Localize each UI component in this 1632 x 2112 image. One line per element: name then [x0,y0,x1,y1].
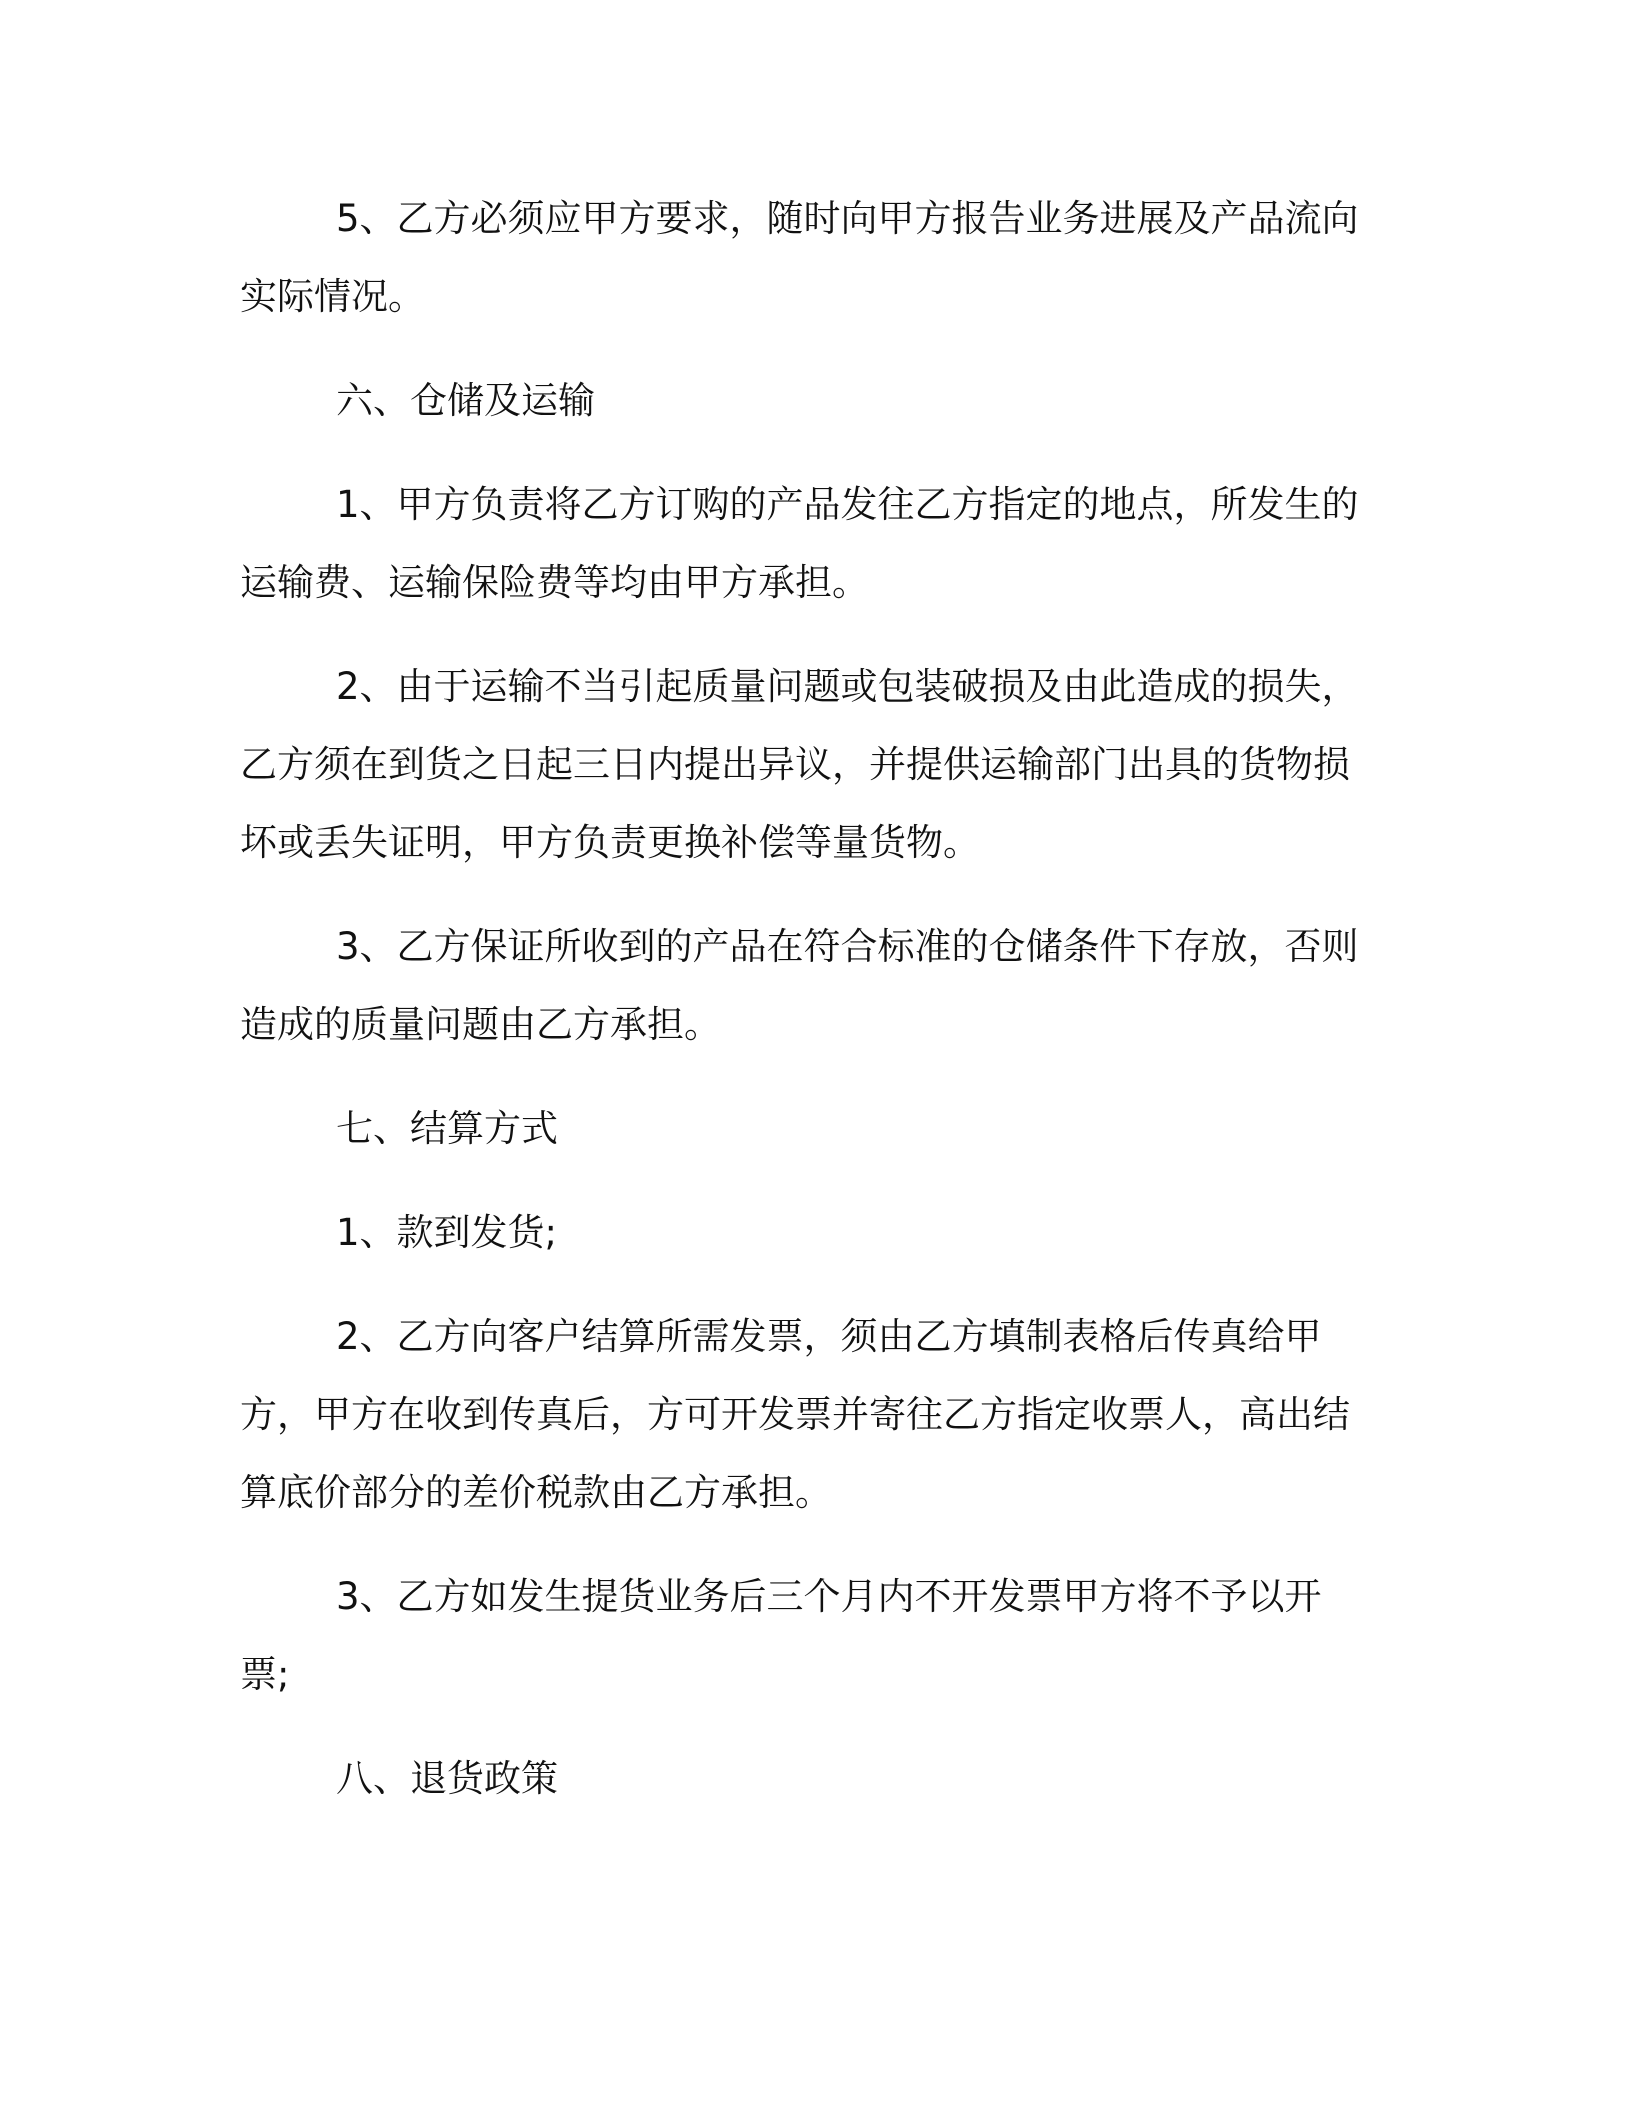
clause-1-shipping-costs: 1、甲方负责将乙方订购的产品发往乙方指定的地点，所发生的运输费、运输保险费等均由甲方承担。 [240,483,1359,604]
document-body [240,180,1370,1844]
section-heading-settlement: 七、结算方式 [336,1107,558,1150]
clause-3-invoice-deadline: 3、乙方如发生提货业务后三个月内不开发票甲方将不予以开票; [240,1575,1322,1696]
clause-1-payment-before-delivery: 1、款到发货; [336,1211,558,1254]
clause-5-reporting: 5、乙方必须应甲方要求，随时向甲方报告业务进展及产品流向实际情况。 [240,197,1359,318]
section-heading-storage-transport: 六、仓储及运输 [336,379,595,422]
clause-3-storage-conditions: 3、乙方保证所收到的产品在符合标准的仓储条件下存放，否则造成的质量问题由乙方承担。 [240,925,1359,1046]
clause-2-transport-damage: 2、由于运输不当引起质量问题或包装破损及由此造成的损失，乙方须在到货之日起三日内提出异议，并提供运输部门出具的货物损坏或丢失证明，甲方负责更换补偿等量货物。 [240,665,1359,864]
section-heading-returns-policy: 八、退货政策 [336,1757,558,1800]
clause-2-invoice-procedure: 2、乙方向客户结算所需发票，须由乙方填制表格后传真给甲方，甲方在收到传真后，方可开发票并寄往乙方指定收票人，高出结算底价部分的差价税款由乙方承担。 [240,1315,1350,1514]
